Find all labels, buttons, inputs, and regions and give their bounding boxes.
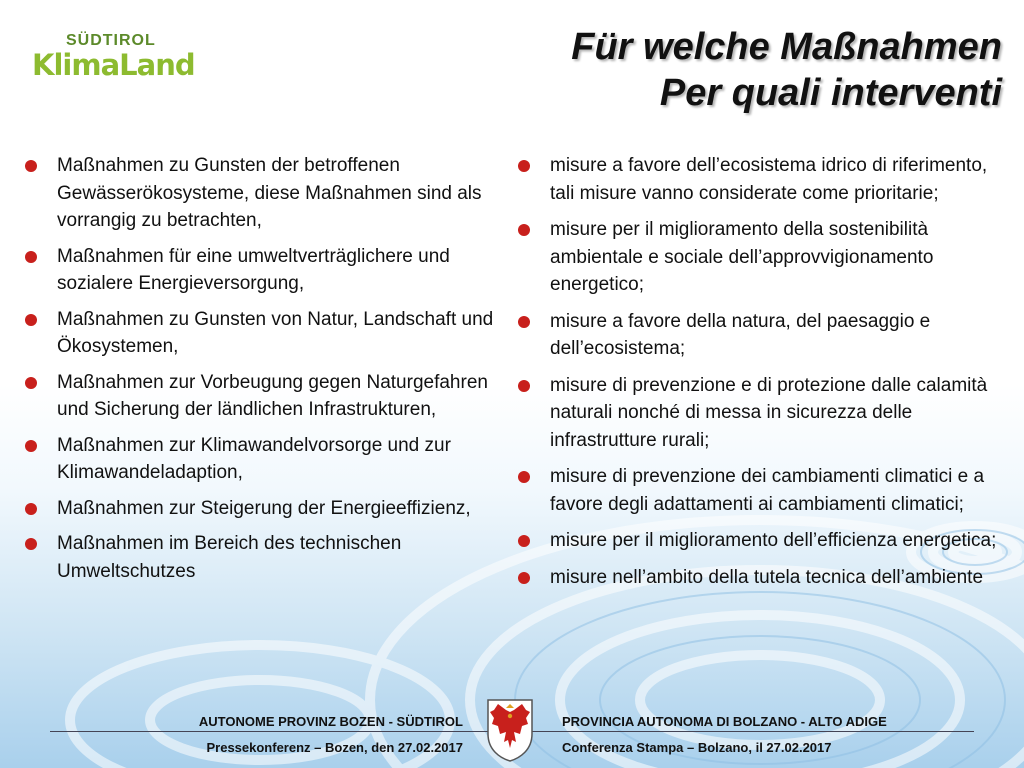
list-item-text: misure per il miglioramento della sostenibilità ambientale e sociale dell’approvvigionamento energetico; <box>550 219 934 295</box>
bullet-icon <box>518 535 530 547</box>
list-item-text: misure di prevenzione e di protezione dalle calamità naturali nonché di messa in sicurezza delle infrastrutture rurali; <box>550 374 988 451</box>
list-item <box>22 306 502 361</box>
list-item <box>22 495 502 523</box>
bullet-icon <box>25 251 37 263</box>
title-line-german: Für welche Maßnahmen <box>571 26 1002 68</box>
list-item-text: misure di prevenzione dei cambiamenti climatici e a favore degli adattamenti ai cambiamenti climatici; <box>550 466 985 515</box>
german-measures-list <box>22 152 502 593</box>
bullet-icon <box>518 224 530 236</box>
bullet-icon <box>518 316 530 328</box>
bullet-icon <box>518 471 530 483</box>
list-item <box>515 564 1015 592</box>
list-item <box>515 308 1015 363</box>
list-item-text: Maßnahmen zu Gunsten der betroffenen Gewässerökosysteme, diese Maßnahmen sind als vorrangig zu betrachten, <box>57 155 482 231</box>
list-item <box>22 369 502 424</box>
bullet-icon <box>518 380 530 392</box>
logo-bottom-text: KlimaLand <box>32 48 195 82</box>
list-item-text: Maßnahmen für eine umweltverträglichere und sozialere Energieversorgung, <box>57 245 450 294</box>
list-item <box>515 372 1015 455</box>
list-item <box>515 152 1015 207</box>
list-item-text: Maßnahmen zur Klimawandelvorsorge und zur Klimawandeladaption, <box>57 434 451 483</box>
list-item-text: Maßnahmen zur Steigerung der Energieeffizienz, <box>57 497 471 519</box>
footer-left-authority: AUTONOME PROVINZ BOZEN - SÜDTIROL <box>198 714 463 729</box>
bullet-icon <box>518 160 530 172</box>
bullet-icon <box>25 440 37 452</box>
list-item <box>22 432 502 487</box>
bullet-icon <box>25 377 37 389</box>
list-item-text: Maßnahmen im Bereich des technischen Umweltschutzes <box>57 533 402 582</box>
list-item-text: Maßnahmen zur Vorbeugung gegen Naturgefahren und Sicherung der ländlichen Infrastrukturen, <box>57 371 488 420</box>
list-item <box>515 216 1015 299</box>
list-item-text: misure per il miglioramento dell’efficienza energetica; <box>550 530 997 551</box>
list-item <box>515 463 1015 518</box>
list-item-text: misure a favore della natura, del paesaggio e dell’ecosistema; <box>550 310 931 359</box>
footer-right-event: Conferenza Stampa – Bolzano, il 27.02.2017 <box>562 740 832 755</box>
suedtirol-klimaland-logo <box>30 30 195 90</box>
bullet-icon <box>518 572 530 584</box>
bullet-icon <box>25 503 37 515</box>
bullet-icon <box>25 314 37 326</box>
list-item-text: misure a favore dell’ecosistema idrico di riferimento, tali misure vanno considerate come prioritarie; <box>550 155 988 204</box>
footer-right-authority: PROVINCIA AUTONOMA DI BOLZANO - ALTO ADIGE <box>562 714 887 729</box>
bullet-icon <box>25 538 37 550</box>
bullet-icon <box>25 160 37 172</box>
list-item <box>22 243 502 298</box>
italian-measures-list <box>515 152 1015 600</box>
list-item <box>22 530 502 585</box>
list-item <box>22 152 502 235</box>
slide-title <box>571 24 1002 116</box>
south-tyrol-eagle-crest-icon <box>484 698 536 762</box>
list-item-text: misure nell’ambito della tutela tecnica dell’ambiente <box>550 566 984 588</box>
list-item-text: Maßnahmen zu Gunsten von Natur, Landschaft und Ökosystemen, <box>57 308 494 357</box>
footer-left-event: Pressekonferenz – Bozen, den 27.02.2017 <box>206 740 463 755</box>
logo-top-text: SÜDTIROL <box>66 32 156 49</box>
title-line-italian: Per quali interventi <box>659 72 1002 114</box>
list-item <box>515 527 1015 555</box>
